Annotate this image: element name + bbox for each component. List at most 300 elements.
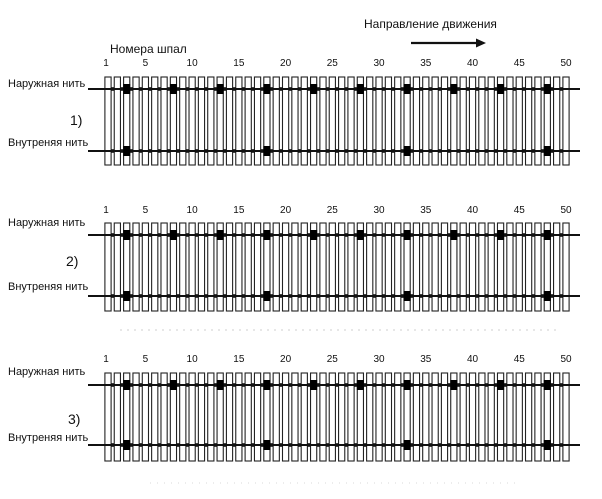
sleeper [488,223,494,311]
sleeper [535,223,541,311]
rail-fastening [420,443,423,447]
rail-fastening [382,383,385,387]
sleeper [376,223,382,311]
sleeper-numbers-label: Номера шпал [110,42,187,56]
sleeper-number-tick: 5 [142,58,149,69]
rail-fastening [120,149,123,153]
rail-fastening [186,383,189,387]
rail-fastening [167,149,170,153]
rail-fastening [485,383,488,387]
outer-rail-joint [310,230,317,240]
rail-fastening [541,443,544,447]
rail-fastening [307,294,310,298]
sleeper-number-tick: 50 [560,354,572,365]
rail-fastening [429,233,432,237]
rail-fastening [214,149,217,153]
rail-fastening [522,294,525,298]
rail-fastening [345,294,348,298]
rail-fastening [205,294,208,298]
rail-fastening [214,443,217,447]
sleeper [226,373,232,461]
rail-fastening [214,233,217,237]
rail-fastening [522,87,525,91]
rail-fastening [382,149,385,153]
rail-fastening [391,294,394,298]
rail-fastening [363,443,366,447]
rail-fastening [466,233,469,237]
direction-arrow-head [476,39,486,48]
rail-fastening [223,233,226,237]
sleeper [339,373,345,461]
sleeper [273,223,279,311]
rail-fastening [186,443,189,447]
rail-fastening [448,294,451,298]
rail-fastening [139,233,142,237]
sleeper-number-tick: 20 [280,58,292,69]
rail-fastening [560,233,563,237]
sleeper [254,223,260,311]
rail-fastening [111,233,114,237]
rail-fastening [354,294,357,298]
outer-rail-joint [544,230,551,240]
rail-fastening [307,383,310,387]
sleeper [563,223,569,311]
outer-rail-joint [544,380,551,390]
sleeper [189,373,195,461]
rail-fastening [550,383,553,387]
rail-fastening [504,294,507,298]
rail-fastening [494,294,497,298]
outer-rail-joint [217,380,224,390]
rail-fastening [205,443,208,447]
sleeper-number-tick: 15 [233,354,245,365]
rail-fastening [177,149,180,153]
sleeper-number-tick: 25 [326,58,338,69]
sleeper [105,373,111,461]
sleeper [423,373,429,461]
sleeper [563,373,569,461]
outer-rail-joint [217,230,224,240]
rail-fastening [279,443,282,447]
sleeper [469,223,475,311]
sleeper-number-tick: 10 [186,205,198,216]
outer-rail-joint [450,230,457,240]
sleeper-number-tick: 1 [103,354,109,365]
sleeper-number-tick: 15 [233,58,245,69]
sleeper [152,373,158,461]
rail-fastening [270,87,273,91]
rail-fastening [457,383,460,387]
rail-fastening [476,87,479,91]
sleeper [161,373,167,461]
rail-fastening [242,233,245,237]
sleeper [301,223,307,311]
inner-rail-label-3: Внутреняя нить [8,432,89,444]
rail-fastening [251,443,254,447]
rail-fastening [345,233,348,237]
outer-rail-joint [170,230,177,240]
sleeper-number-tick: 35 [420,205,432,216]
rail-fastening [485,294,488,298]
rail-fastening [158,149,161,153]
rail-fastening [522,149,525,153]
rail-fastening [420,294,423,298]
outer-rail-label-3: Наружная нить [8,366,86,378]
rail-fastening [513,294,516,298]
rail-fastening [261,149,264,153]
rail-fastening [429,294,432,298]
sleeper-number-tick: 45 [513,354,525,365]
rail-fastening [139,294,142,298]
rail-fastening [298,443,301,447]
rail-fastening [457,294,460,298]
sleeper-number-tick: 30 [373,205,385,216]
rail-fastening [289,149,292,153]
rail-fastening [354,233,357,237]
sleeper-number-tick: 40 [466,354,479,365]
sleeper [479,223,485,311]
rail-fastening [335,443,338,447]
rail-fastening [522,443,525,447]
sleeper [469,373,475,461]
rail-fastening [532,233,535,237]
rail-fastening [448,149,451,153]
sleeper-number-tick: 1 [103,205,109,216]
sleeper [395,373,401,461]
sleeper [133,373,139,461]
rail-fastening [307,149,310,153]
rail-fastening [158,294,161,298]
rail-fastening [522,233,525,237]
rail-fastening [485,149,488,153]
sleeper [292,223,298,311]
rail-fastening [317,294,320,298]
rail-fastening [541,383,544,387]
rail-fastening [186,294,189,298]
rail-fastening [270,443,273,447]
sleeper-number-tick: 20 [280,354,292,365]
inner-rail-joint [263,146,270,156]
sleeper [180,373,186,461]
rail-fastening [223,443,226,447]
outer-rail-joint [263,84,270,94]
rail-fastening [345,149,348,153]
rail-fastening [345,383,348,387]
rail-fastening [298,149,301,153]
sleeper [516,223,522,311]
outer-rail-joint [170,84,177,94]
rail-fastening [326,383,329,387]
sleeper [273,373,279,461]
rail-fastening [261,294,264,298]
outer-rail-joint [497,380,504,390]
rail-fastening [120,87,123,91]
inner-rail-label-1: Внутреняя нить [8,137,89,149]
rail-fastening [111,149,114,153]
rail-fastening [513,149,516,153]
rail-fastening [382,294,385,298]
rail-fastening [382,87,385,91]
sleeper-number-tick: 25 [326,205,338,216]
rail-fastening [494,149,497,153]
rail-fastening [279,294,282,298]
sleeper [367,223,373,311]
rail-fastening [148,383,151,387]
rail-fastening [438,149,441,153]
rail-fastening [373,149,376,153]
rail-fastening [326,149,329,153]
rail-fastening [457,149,460,153]
sleeper [226,223,232,311]
rail-fastening [130,233,133,237]
rail-fastening [410,443,413,447]
rail-fastening [139,443,142,447]
rail-fastening [279,233,282,237]
rail-fastening [270,149,273,153]
rail-fastening [485,443,488,447]
rail-fastening [298,294,301,298]
rail-fastening [335,149,338,153]
sleeper [385,373,391,461]
rail-fastening [111,383,114,387]
rail-fastening [363,233,366,237]
rail-fastening [130,443,133,447]
rail-fastening [410,294,413,298]
rail-fastening [401,149,404,153]
rail-fastening [438,233,441,237]
rail-fastening [354,87,357,91]
sleeper [507,223,513,311]
sleeper-number-tick: 40 [466,58,479,69]
rail-fastening [130,87,133,91]
rail-fastening [532,383,535,387]
sleeper [460,373,466,461]
rail-fastening [448,443,451,447]
rail-fastening [345,443,348,447]
sleeper-number-tick: 35 [420,58,432,69]
rail-fastening [401,87,404,91]
rail-fastening [354,149,357,153]
rail-fastening [233,149,236,153]
rail-fastening [345,87,348,91]
rail-fastening [242,443,245,447]
rail-fastening [541,233,544,237]
outer-rail-joint [497,84,504,94]
rail-fastening [326,443,329,447]
rail-fastening [289,443,292,447]
outer-rail-joint [123,84,130,94]
outer-rail-joint [497,230,504,240]
sleeper [320,223,326,311]
rail-fastening [242,383,245,387]
rail-fastening [382,233,385,237]
outer-rail-joint [357,230,364,240]
inner-rail-joint [404,291,411,301]
sleeper [282,223,288,311]
rail-fastening [261,383,264,387]
sleeper [245,223,251,311]
rail-fastening [494,233,497,237]
rail-fastening [532,87,535,91]
sleeper [236,373,242,461]
inner-rail-label-2: Внутреняя нить [8,281,89,293]
sleeper-number-tick: 40 [466,205,479,216]
rail-fastening [401,383,404,387]
rail-fastening [158,383,161,387]
rail-fastening [513,443,516,447]
sleeper [488,373,494,461]
rail-fastening [476,149,479,153]
sleeper [254,373,260,461]
rail-fastening [363,383,366,387]
sleeper-number-tick: 5 [142,354,149,365]
sleeper [198,373,204,461]
rail-fastening [410,149,413,153]
rail-fastening [261,87,264,91]
inner-rail-joint [123,440,130,450]
rail-fastening [139,149,142,153]
rail-fastening [177,383,180,387]
sleeper [441,373,447,461]
sleeper [339,223,345,311]
sleeper [479,373,485,461]
rail-fastening [391,443,394,447]
rail-fastening [214,383,217,387]
rail-fastening [233,87,236,91]
rail-fastening [494,443,497,447]
rail-fastening [466,149,469,153]
rail-fastening [326,87,329,91]
rail-fastening [335,233,338,237]
rail-fastening [560,87,563,91]
rail-fastening [317,87,320,91]
inner-rail-joint [123,291,130,301]
rail-fastening [111,87,114,91]
rail-fastening [148,233,151,237]
sleeper [507,373,513,461]
rail-fastening [251,87,254,91]
outer-rail-joint [123,230,130,240]
sleeper [348,223,354,311]
rail-fastening [420,233,423,237]
rail-fastening [550,443,553,447]
rail-fastening [251,294,254,298]
sleeper [423,223,429,311]
rail-fastening [223,87,226,91]
sleeper-number-tick: 45 [513,58,525,69]
rail-fastening [541,149,544,153]
rail-fastening [270,294,273,298]
rail-fastening [438,443,441,447]
sleeper-number-tick: 5 [142,205,149,216]
outer-rail-joint [263,380,270,390]
sleeper-number-tick: 50 [560,58,572,69]
sleeper [329,373,335,461]
sleeper-number-tick: 25 [326,354,338,365]
sleeper [329,223,335,311]
sleeper [554,223,560,311]
rail-fastening [120,443,123,447]
rail-fastening [420,87,423,91]
sleeper-number-tick: 15 [233,205,245,216]
rail-fastening [391,149,394,153]
rail-fastening [532,149,535,153]
sleeper-number-tick: 50 [560,205,572,216]
rail-fastening [158,233,161,237]
rail-fastening [279,383,282,387]
inner-rail-joint [123,146,130,156]
sleeper [208,373,214,461]
rail-fastening [251,149,254,153]
sleeper [208,223,214,311]
rail-fastening [466,294,469,298]
outer-rail-label-1: Наружная нить [8,78,86,90]
rail-fastening [177,87,180,91]
inner-rail-joint [263,440,270,450]
inner-rail-joint [544,146,551,156]
direction-label: Направление движения [364,17,497,31]
rail-fastening [261,233,264,237]
rail-fastening [429,87,432,91]
rail-fastening [410,87,413,91]
rail-fastening [289,87,292,91]
sleeper [367,373,373,461]
scheme-number-3: 3) [68,411,81,427]
rail-fastening [401,294,404,298]
rail-fastening [476,233,479,237]
sleeper-number-tick: 30 [373,58,385,69]
rail-fastening [177,294,180,298]
rail-fastening [363,87,366,91]
sleeper [395,223,401,311]
rail-fastening [167,383,170,387]
rail-fastening [186,233,189,237]
rail-fastening [532,443,535,447]
outer-rail-joint [357,380,364,390]
rail-fastening [522,383,525,387]
rail-fastening [485,87,488,91]
sleeper [152,223,158,311]
inner-rail-joint [404,440,411,450]
rail-fastening [317,383,320,387]
rail-fastening [261,443,264,447]
rail-fastening [476,443,479,447]
rail-fastening [504,383,507,387]
rail-fastening [177,443,180,447]
rail-fastening [289,383,292,387]
outer-rail-joint [263,230,270,240]
sleeper [320,373,326,461]
rail-fastening [466,87,469,91]
rail-fastening [120,233,123,237]
rail-fastening [130,383,133,387]
sleeper [441,223,447,311]
rail-fastening [298,233,301,237]
rail-fastening [233,443,236,447]
outer-rail-joint [450,380,457,390]
rail-fastening [550,233,553,237]
sleeper [460,223,466,311]
rail-fastening [111,294,114,298]
rail-fastening [410,233,413,237]
rail-fastening [195,233,198,237]
rail-fastening [270,383,273,387]
rail-fastening [457,443,460,447]
rail-fastening [335,87,338,91]
rail-fastening [195,87,198,91]
sleeper [516,373,522,461]
rail-fastening [195,443,198,447]
